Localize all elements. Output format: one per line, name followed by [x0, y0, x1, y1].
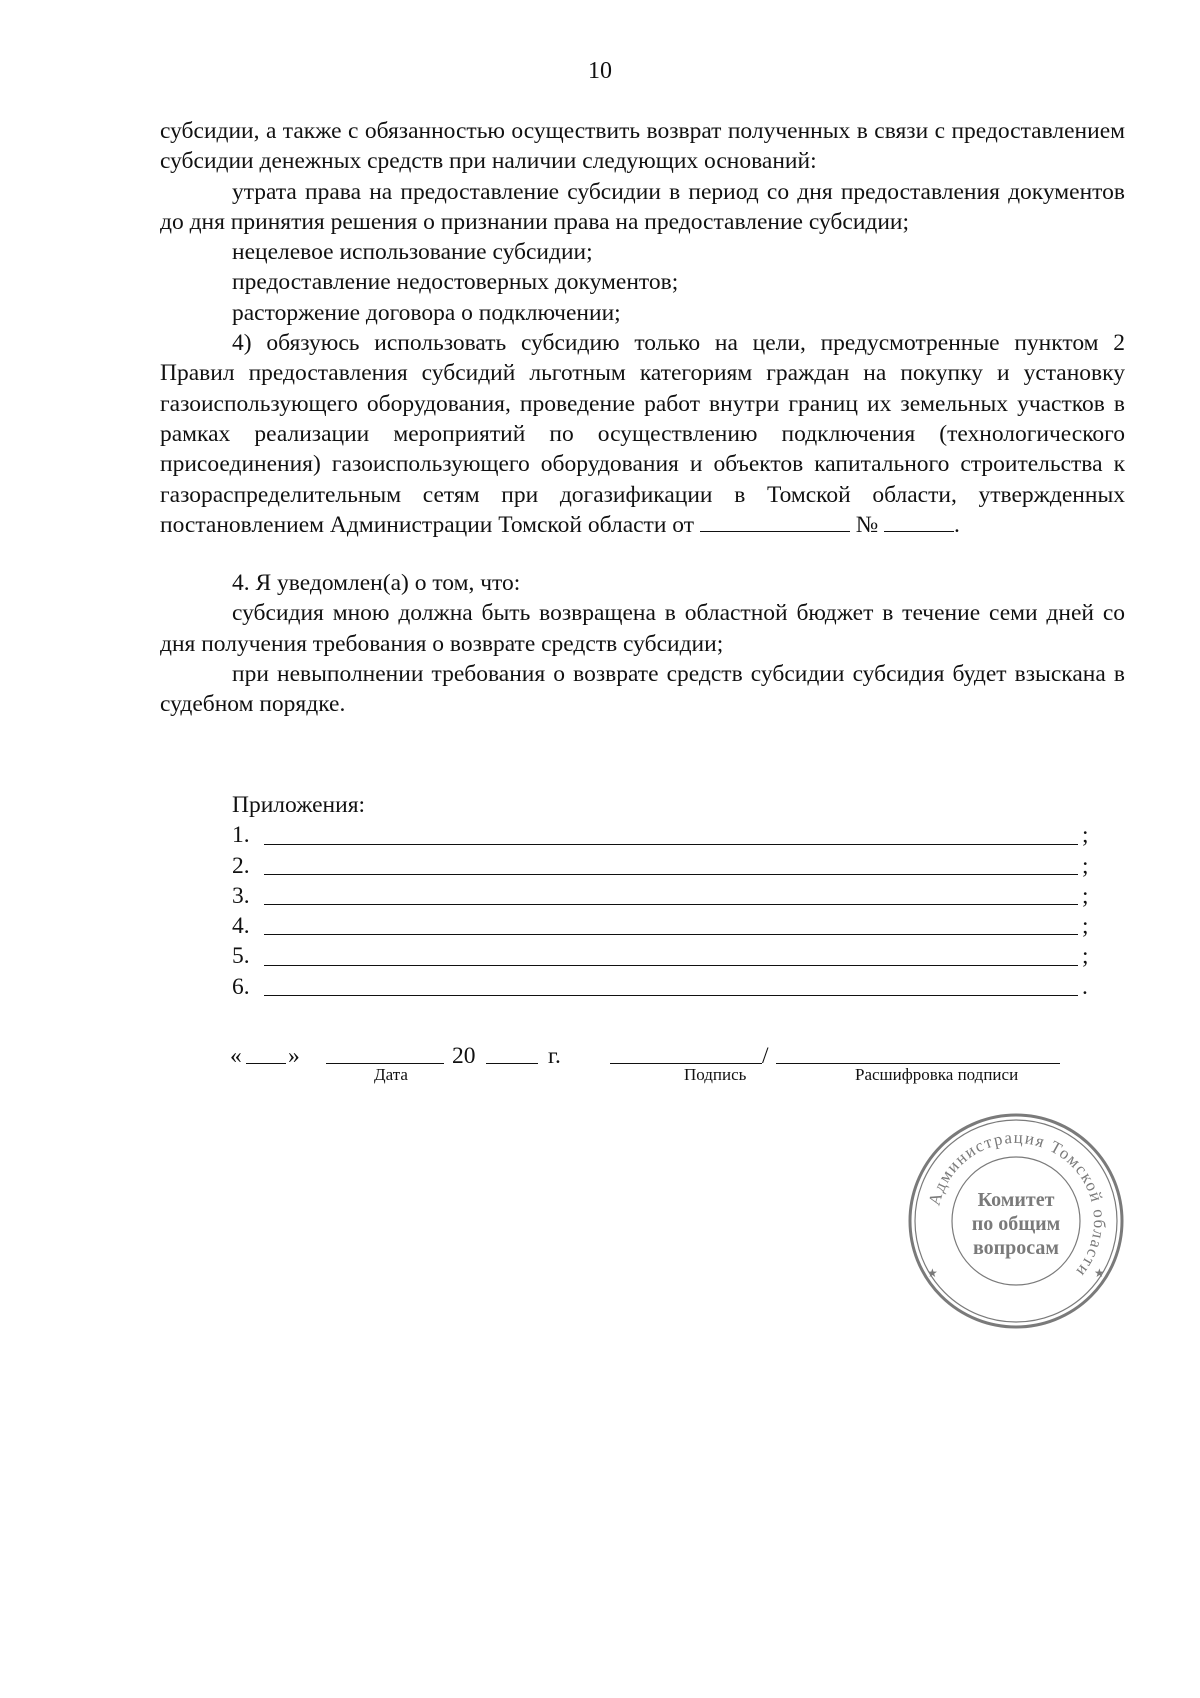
- stamp-star-icon: ★: [927, 1266, 938, 1280]
- year-prefix: 20: [452, 1043, 476, 1069]
- attachment-row: [232, 972, 1092, 1002]
- attachment-number: 5.: [232, 943, 250, 970]
- attachment-end: ;: [1082, 822, 1089, 849]
- stamp-center-line-3: вопросам: [972, 1237, 1060, 1259]
- paragraph-contract-termination: расторжение договора о подключении;: [232, 299, 621, 326]
- paragraph-loss-of-right: утрата права на предоставление субсидии в период со дня предоставления документов до дня принятия решения о признании права на предоставление субсидии;: [160, 178, 1125, 235]
- attachment-end: ;: [1082, 852, 1089, 879]
- day-blank[interactable]: [246, 1063, 286, 1064]
- attachment-row: [232, 820, 1092, 850]
- attachment-row: [232, 941, 1092, 971]
- attachments-section: [232, 790, 1092, 1002]
- paragraph-false-documents: предоставление недостоверных документов;: [232, 269, 679, 296]
- attachment-number: 1.: [232, 822, 250, 849]
- signature-slash: /: [762, 1043, 769, 1069]
- attachment-end: ;: [1082, 943, 1089, 970]
- attachment-blank[interactable]: [264, 852, 1078, 875]
- document-body: [160, 116, 1125, 720]
- attachment-blank[interactable]: [264, 943, 1078, 966]
- stamp-ring-text: Администрация Томской области: [924, 1127, 1110, 1282]
- attachment-row: [232, 911, 1092, 941]
- attachment-blank[interactable]: [264, 973, 1078, 996]
- attachment-number: 2.: [232, 852, 250, 879]
- number-sign: №: [855, 511, 879, 538]
- stamp-center-line-1: Комитет: [977, 1189, 1055, 1211]
- attachment-end: .: [1082, 973, 1088, 1000]
- purpose-commitment-text: 4) обязуюсь использовать субсидию только на цели, предусмотренные пунктом 2 Правил предоставления субсидий льготным категориям граждан на покупку и установку газоиспользующего оборудования, проведение работ внутри границ их земельных участков в рамках реализации мероприятий по осуществлению подключения (технологического присоединения) газоиспользующего оборудования и объектов капитального строительства к газораспределительным сетям при догазификации в Томской области, утвержденных постановлением Администрации Томской области от: [160, 330, 1125, 538]
- quote-close: »: [288, 1043, 300, 1069]
- paragraph-court-recovery: при невыполнении требования о возврате средств субсидии субсидия будет взыскана в судебном порядке.: [160, 661, 1125, 718]
- attachment-number: 6.: [232, 973, 250, 1000]
- date-caption: Дата: [374, 1065, 408, 1084]
- year-blank[interactable]: [486, 1063, 538, 1064]
- quote-open: «: [230, 1043, 242, 1069]
- year-suffix: г.: [548, 1043, 561, 1069]
- signature-decoding-caption: Расшифровка подписи: [855, 1065, 1019, 1084]
- paragraph-subsidy-return: субсидии, а также с обязанностью осуществить возврат полученных в связи с предоставлением субсидии денежных средств при наличии следующих оснований:: [160, 118, 1125, 175]
- attachment-row: [232, 881, 1092, 911]
- attachment-number: 3.: [232, 882, 250, 909]
- resolution-number-blank[interactable]: [884, 511, 954, 532]
- attachment-end: ;: [1082, 913, 1089, 940]
- stamp-star-icon: ★: [1094, 1266, 1105, 1280]
- attachment-end: ;: [1082, 882, 1089, 909]
- resolution-date-blank[interactable]: [700, 511, 850, 532]
- paragraph-return-deadline: субсидия мною должна быть возвращена в областной бюджет в течение семи дней со дня получения требования о возврате средств субсидии;: [160, 600, 1125, 657]
- stamp-graphic: [905, 1110, 1127, 1332]
- page-number: 10: [588, 58, 612, 84]
- official-stamp: [905, 1110, 1127, 1332]
- purpose-commitment-end: .: [954, 511, 960, 538]
- attachment-number: 4.: [232, 913, 250, 940]
- attachment-row: [232, 851, 1092, 881]
- paragraph-purpose-commitment: [160, 328, 1125, 540]
- attachment-blank[interactable]: [264, 882, 1078, 905]
- paragraph-notification: 4. Я уведомлен(а) о том, что:: [232, 570, 521, 597]
- attachment-blank[interactable]: [264, 822, 1078, 845]
- attachment-blank[interactable]: [264, 912, 1078, 935]
- attachments-title: Приложения:: [232, 792, 366, 818]
- paragraph-misuse: нецелевое использование субсидии;: [232, 239, 593, 266]
- stamp-center-line-2: по общим: [971, 1213, 1061, 1235]
- signature-caption: Подпись: [684, 1065, 747, 1084]
